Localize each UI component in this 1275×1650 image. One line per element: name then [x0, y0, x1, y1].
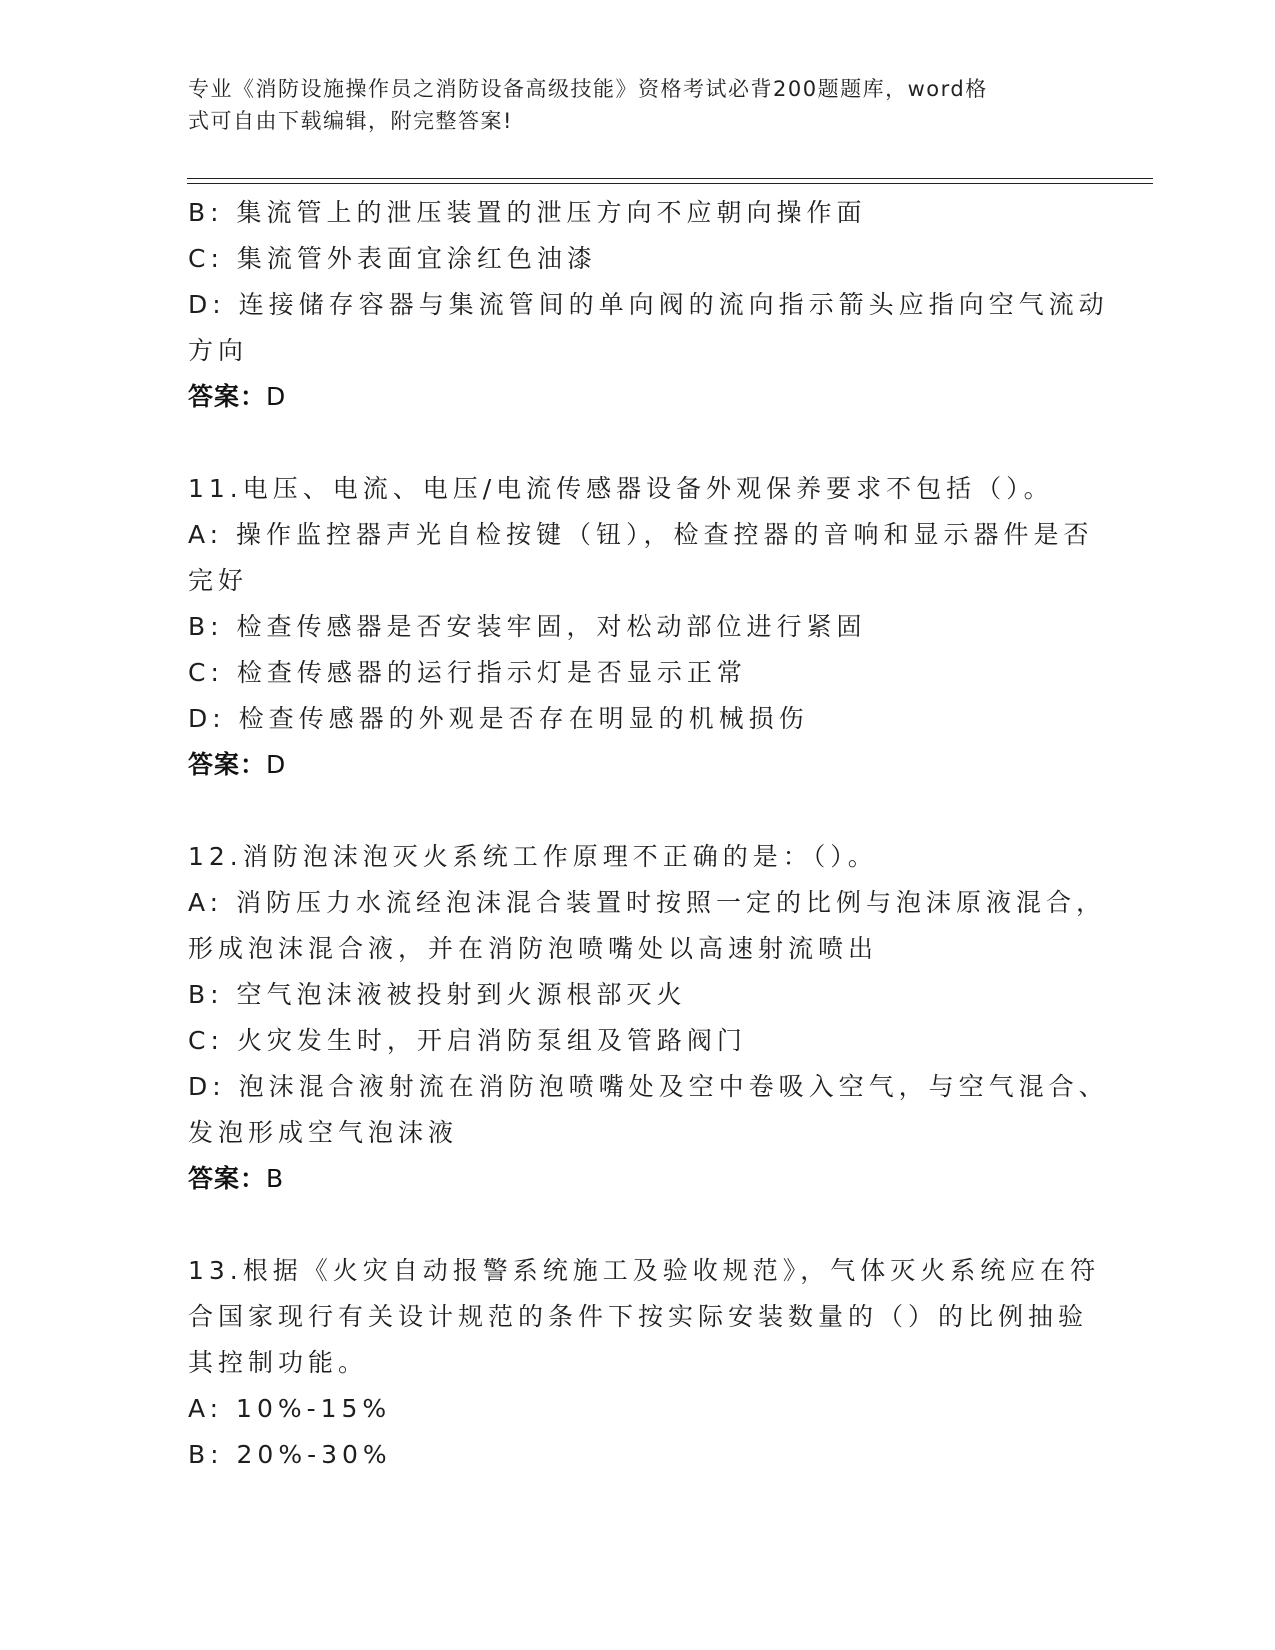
header-title-line-1: 专业《消防设施操作员之消防设备高级技能》资格考试必背200题题库，word格	[188, 77, 988, 101]
q12-option-b: B: 空气泡沫液被投射到火源根部灭火	[188, 980, 687, 1009]
question-11	[188, 466, 1094, 788]
q11-option-a-line-1: A: 操作监控器声光自检按键（钮），检查控器的音响和显示器件是否	[188, 520, 1094, 549]
spacer	[188, 788, 1088, 834]
q12-option-a-line-1: A: 消防压力水流经泡沫混合装置时按照一定的比例与泡沫原液混合，	[188, 888, 1107, 917]
q13-stem-line-1: 13.根据《火灾自动报警系统施工及验收规范》，气体灭火系统应在符	[188, 1256, 1101, 1285]
spacer	[188, 1202, 1088, 1248]
q12-option-c: C: 火灾发生时，开启消防泵组及管路阀门	[188, 1026, 747, 1055]
q11-option-b: B: 检查传感器是否安装牢固，对松动部位进行紧固	[188, 612, 867, 641]
q13-option-a: A: 10%-15%	[188, 1394, 392, 1423]
q11-option-d: D: 检查传感器的外观是否存在明显的机械损伤	[188, 704, 809, 733]
q12-answer-label: 答案：	[188, 1164, 267, 1193]
question-12	[188, 834, 1109, 1202]
q13-stem-line-3: 其控制功能。	[188, 1348, 369, 1377]
header-divider-top	[187, 178, 1153, 179]
q13-stem-line-2: 合国家现行有关设计规范的条件下按实际安装数量的（）的比例抽验	[188, 1302, 1089, 1331]
header-divider-bottom	[187, 183, 1153, 184]
q11-answer-value: D	[266, 750, 287, 779]
q10-option-b: B: 集流管上的泄压装置的泄压方向不应朝向操作面	[188, 198, 867, 227]
question-content	[188, 190, 1109, 1478]
q11-answer-label: 答案：	[188, 750, 267, 779]
q12-option-d-line-2: 发泡形成空气泡沫液	[188, 1118, 459, 1147]
q10-option-d-line-1: D: 连接储存容器与集流管间的单向阀的流向指示箭头应指向空气流动	[188, 290, 1109, 319]
header-title-line-2: 式可自由下载编辑，附完整答案!	[188, 109, 513, 133]
q10-option-c: C: 集流管外表面宜涂红色油漆	[188, 244, 597, 273]
q12-option-d-line-1: D: 泡沫混合液射流在消防泡喷嘴处及空中卷吸入空气，与空气混合、	[188, 1072, 1109, 1101]
q12-stem: 12.消防泡沫泡灭火系统工作原理不正确的是：（）。	[188, 842, 878, 871]
document-header	[188, 73, 1068, 137]
q11-stem: 11.电压、电流、电压/电流传感器设备外观保养要求不包括（）。	[188, 474, 1054, 503]
q10-answer-label: 答案：	[188, 382, 267, 411]
q12-option-a-line-2: 形成泡沫混合液，并在消防泡喷嘴处以高速射流喷出	[188, 934, 879, 963]
question-10	[188, 190, 1109, 420]
q11-answer	[188, 742, 1088, 788]
q12-answer	[188, 1156, 1088, 1202]
q13-option-b: B: 20%-30%	[188, 1440, 392, 1469]
q10-option-d-line-2: 方向	[188, 336, 249, 365]
q10-answer	[188, 374, 1088, 420]
question-13	[188, 1248, 1101, 1478]
q10-answer-value: D	[266, 382, 287, 411]
q11-option-c: C: 检查传感器的运行指示灯是否显示正常	[188, 658, 747, 687]
q12-answer-value: B	[266, 1164, 285, 1193]
q11-option-a-line-2: 完好	[188, 566, 249, 595]
spacer	[188, 420, 1088, 466]
